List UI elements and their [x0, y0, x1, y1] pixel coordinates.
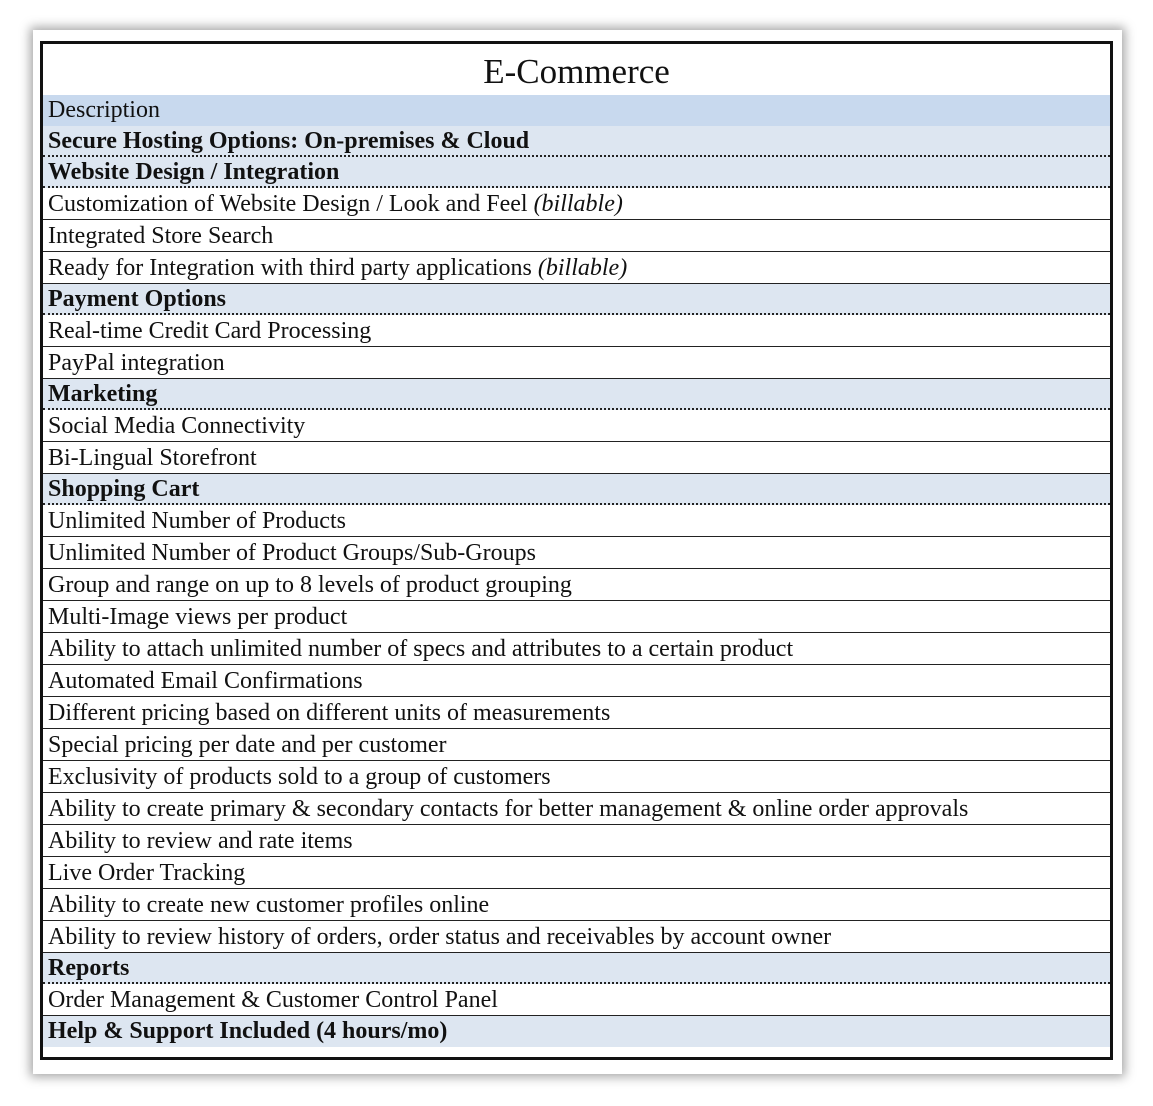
section-header-row	[43, 379, 1110, 410]
section-label: Marketing	[48, 381, 158, 407]
section-header-row	[43, 126, 1110, 157]
feature-row	[43, 220, 1110, 252]
section-header-row	[43, 953, 1110, 984]
feature-label: Ability to create primary & secondary contacts for better management & online order approvals	[48, 796, 969, 822]
document-frame	[33, 30, 1122, 1074]
feature-row	[43, 697, 1110, 729]
feature-row	[43, 921, 1110, 953]
feature-row	[43, 569, 1110, 601]
feature-row	[43, 825, 1110, 857]
feature-row	[43, 347, 1110, 379]
feature-label: Special pricing per date and per customer	[48, 732, 447, 758]
feature-row	[43, 315, 1110, 347]
section-header-row	[43, 284, 1110, 315]
feature-label: Ready for Integration with third party applications	[48, 255, 532, 281]
section-header-row	[43, 157, 1110, 188]
feature-row	[43, 410, 1110, 442]
billable-note: (billable)	[537, 255, 628, 281]
feature-label: Unlimited Number of Product Groups/Sub-Groups	[48, 540, 536, 566]
feature-label: Ability to create new customer profiles online	[48, 892, 490, 918]
feature-label: Ability to review history of orders, order status and receivables by account owner	[48, 924, 832, 950]
table-body	[43, 126, 1110, 1047]
column-header: Description	[43, 95, 1110, 126]
feature-row	[43, 537, 1110, 569]
feature-row	[43, 442, 1110, 474]
feature-label: PayPal integration	[48, 350, 225, 376]
section-label: Shopping Cart	[48, 476, 200, 502]
feature-row	[43, 761, 1110, 793]
section-label: Help & Support Included (4 hours/mo)	[48, 1018, 448, 1044]
section-label: Website Design / Integration	[48, 159, 340, 185]
feature-row	[43, 601, 1110, 633]
section-label: Reports	[48, 955, 130, 981]
section-header-row	[43, 474, 1110, 505]
feature-label: Automated Email Confirmations	[48, 668, 363, 694]
billable-note: (billable)	[533, 191, 623, 217]
feature-label: Customization of Website Design / Look and Feel	[48, 191, 528, 217]
feature-label: Bi-Lingual Storefront	[48, 445, 257, 471]
feature-row	[43, 252, 1110, 284]
feature-label: Live Order Tracking	[48, 860, 246, 886]
feature-row	[43, 984, 1110, 1016]
feature-label: Ability to attach unlimited number of specs and attributes to a certain product	[48, 636, 794, 662]
features-table	[40, 41, 1113, 1060]
feature-label: Exclusivity of products sold to a group of customers	[48, 764, 551, 790]
feature-label: Order Management & Customer Control Panel	[48, 987, 498, 1013]
feature-label: Unlimited Number of Products	[48, 508, 346, 534]
feature-row	[43, 793, 1110, 825]
section-header-row	[43, 1016, 1110, 1047]
feature-label: Real-time Credit Card Processing	[48, 318, 372, 344]
table-title: E-Commerce	[483, 52, 670, 91]
feature-row	[43, 188, 1110, 220]
feature-label: Multi-Image views per product	[48, 604, 348, 630]
feature-label: Ability to review and rate items	[48, 828, 353, 854]
feature-row	[43, 889, 1110, 921]
feature-row	[43, 729, 1110, 761]
section-label: Payment Options	[48, 286, 227, 312]
feature-row	[43, 857, 1110, 889]
feature-label: Different pricing based on different units of measurements	[48, 700, 611, 726]
section-label: Secure Hosting Options: On-premises & Cloud	[48, 128, 530, 154]
feature-label: Social Media Connectivity	[48, 413, 306, 439]
feature-label: Integrated Store Search	[48, 223, 274, 249]
feature-label: Group and range on up to 8 levels of product grouping	[48, 572, 572, 598]
feature-row	[43, 505, 1110, 537]
feature-row	[43, 633, 1110, 665]
feature-row	[43, 665, 1110, 697]
